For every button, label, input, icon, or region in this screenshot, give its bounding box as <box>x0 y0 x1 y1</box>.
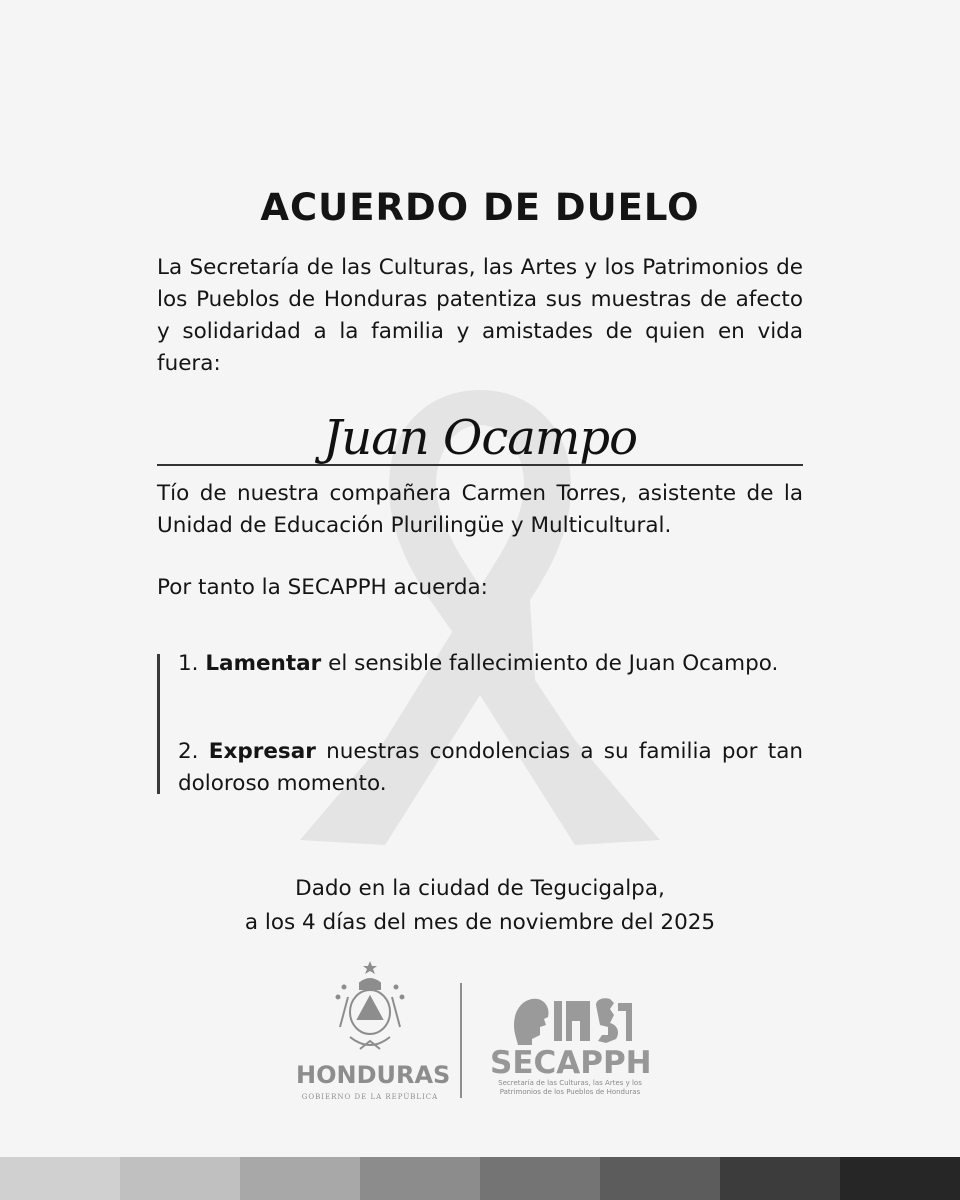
deceased-name: Juan Ocampo <box>323 410 637 466</box>
stripe <box>0 1157 120 1200</box>
secapph-subtitle <box>488 1079 652 1097</box>
resolution-intro: Por tanto la SECAPPH acuerda: <box>157 575 488 600</box>
stripe <box>240 1157 360 1200</box>
secapph-wordmark: SECAPPH <box>490 1045 652 1081</box>
resolution-points <box>157 648 803 796</box>
honduras-coat-of-arms-icon <box>330 957 410 1061</box>
honduras-wordmark: HONDURAS <box>296 1061 451 1089</box>
resolution-point-1 <box>178 648 803 680</box>
point-verb: Lamentar <box>205 651 322 676</box>
points-side-bar <box>157 654 160 794</box>
secapph-subtitle-line-2: Patrimonios de los Pueblos de Honduras <box>499 1088 641 1096</box>
stripe <box>600 1157 720 1200</box>
point-text: nuestras condolencias a su familia por tan doloroso momento. <box>178 739 803 796</box>
page-title: ACUERDO DE DUELO <box>260 186 700 229</box>
stripe <box>360 1157 480 1200</box>
secapph-emblem-icon <box>510 995 636 1047</box>
gray-stripe-band <box>0 1157 960 1200</box>
logo-divider <box>460 983 462 1098</box>
point-number: 1. <box>178 651 199 676</box>
deceased-name-block <box>157 408 803 488</box>
stripe <box>120 1157 240 1200</box>
secapph-subtitle-line-1: Secretaría de las Culturas, las Artes y los <box>498 1079 642 1087</box>
intro-paragraph: La Secretaría de las Culturas, las Artes y los Patrimonios de los Pueblos de Honduras patentiza sus muestras de afecto y solidaridad a la familia y amistades de quien en vida fuera: <box>157 255 803 376</box>
relation-paragraph: Tío de nuestra compañera Carmen Torres, asistente de la Unidad de Educación Plurilingüe y Multicultural. <box>157 481 803 538</box>
stripe <box>720 1157 840 1200</box>
stripe <box>480 1157 600 1200</box>
point-verb: Expresar <box>208 739 316 764</box>
stripe <box>840 1157 960 1200</box>
closing-line-1: Dado en la ciudad de Tegucigalpa, <box>295 876 665 901</box>
resolution-point-2 <box>178 736 803 800</box>
honduras-subtitle: GOBIERNO DE LA REPÚBLICA <box>301 1093 439 1101</box>
closing-line-2: a los 4 días del mes de noviembre del 2025 <box>244 910 716 935</box>
closing-statement <box>0 872 960 940</box>
point-text: el sensible fallecimiento de Juan Ocampo. <box>328 651 779 676</box>
footer-logos <box>0 955 960 1105</box>
point-number: 2. <box>178 739 199 764</box>
